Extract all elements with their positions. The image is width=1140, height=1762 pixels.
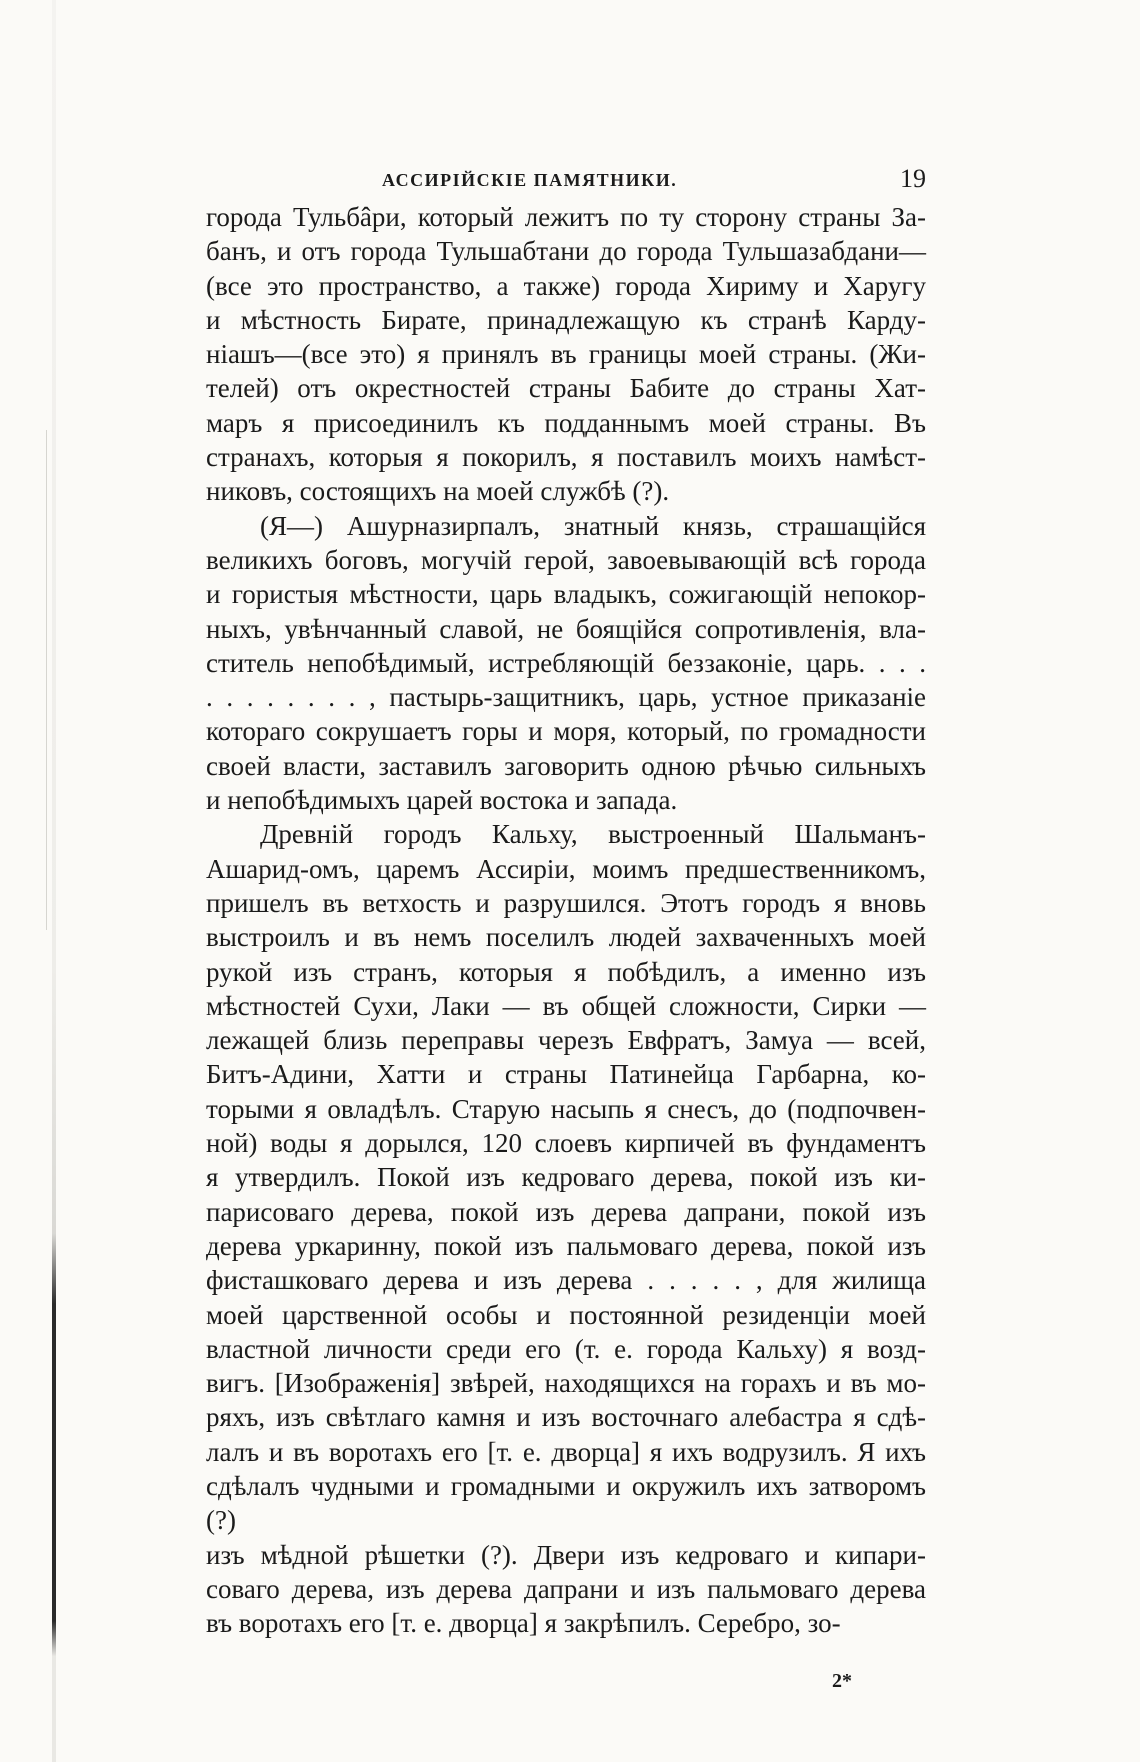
text-line: ніашъ—(все это) я принялъ въ границы моей страны. (Жи- <box>206 339 926 370</box>
text-line: Древній городъ Кальху, выстроенный Шальманъ- <box>260 819 926 850</box>
text-line: мѣстностей Сухи, Лаки — въ общей сложности, Сирки — <box>206 990 926 1021</box>
text-line: телей) отъ окрестностей страны Бабите до страны Хат- <box>206 373 926 404</box>
text-line: вигъ. [Изображенія] звѣрей, находящихся на горахъ и въ мо- <box>206 1368 926 1399</box>
scan-binding-edge <box>52 0 56 1762</box>
text-line: пришелъ въ ветхость и разрушился. Этотъ городъ я вновь <box>206 887 926 918</box>
text-line: моей царственной особы и постоянной резиденціи моей <box>206 1299 926 1330</box>
text-line: властной личности среди его (т. е. города Кальху) я возд- <box>206 1333 926 1364</box>
text-line: выстроилъ и въ немъ поселилъ людей захваченныхъ моей <box>206 922 926 953</box>
text-line: и мѣстность Бирате, принадлежащую къ странѣ Карду- <box>206 304 926 335</box>
text-line: я утвердилъ. Покой изъ кедроваго дерева, покой изъ ки- <box>206 1162 926 1193</box>
paragraph-1 <box>206 200 926 509</box>
text-line: города Тульбâри, который лежитъ по ту сторону страны За- <box>206 202 926 232</box>
paragraph-3 <box>206 817 926 1640</box>
text-line: банъ, и отъ города Тульшабтани до города Тульшазабдани— <box>206 236 926 267</box>
text-line: Битъ-Адини, Хатти и страны Патинейца Гарбарна, ко- <box>206 1059 926 1090</box>
text-line: ряхъ, изъ свѣтлаго камня и изъ восточнаго алебастра я сдѣ- <box>206 1402 926 1433</box>
text-line: маръ я присоединилъ къ подданнымъ моей страны. Въ <box>206 407 926 438</box>
text-line: никовъ, состоящихъ на моей службѣ (?). <box>206 476 670 507</box>
text-line: въ воротахъ его [т. е. дворца] я закрѣпилъ. Серебро, зо- <box>206 1608 841 1639</box>
scan-margin-line <box>46 430 47 930</box>
text-line: Ашарид-омъ, царемъ Ассиріи, моимъ предшественникомъ, <box>206 853 926 884</box>
running-head-title: АССИРІЙСКІЕ ПАМЯТНИКИ. <box>382 170 678 190</box>
body-text <box>206 200 926 1640</box>
text-line: лалъ и въ воротахъ его [т. е. дворца] я ихъ водрузилъ. Я ихъ <box>206 1436 926 1467</box>
text-line: странахъ, которыя я покорилъ, я поставилъ моихъ намѣст- <box>206 442 926 473</box>
text-line: ститель непобѣдимый, истребляющій беззаконіе, царь. . . . <box>206 647 926 678</box>
text-line: дерева уркаринну, покой изъ пальмоваго дерева, покой изъ <box>206 1230 926 1261</box>
running-head <box>206 150 926 200</box>
text-line: великихъ боговъ, могучій герой, завоевывающій всѣ города <box>206 544 926 575</box>
text-line: своей власти, заставилъ заговорить одною рѣчью сильныхъ <box>206 750 926 781</box>
text-line: ныхъ, увѣнчанный славой, не боящійся сопротивленія, вла- <box>206 613 926 644</box>
text-line: сдѣлалъ чудными и громадными и окружилъ ихъ затворомъ (?) <box>206 1470 926 1536</box>
text-line: соваго дерева, изъ дерева дапрани и изъ пальмоваго дерева <box>206 1573 926 1604</box>
text-line: и гористыя мѣстности, царь владыкъ, сожигающій непокор- <box>206 579 926 610</box>
text-line: ной) воды я дорылся, 120 слоевъ кирпичей въ фундаментъ <box>206 1128 926 1159</box>
text-line: парисоваго дерева, покой изъ дерева дапрани, покой изъ <box>206 1196 926 1227</box>
text-line: рукой изъ странъ, которыя я побѣдилъ, а именно изъ <box>206 956 926 987</box>
text-line: фисташковаго дерева и изъ дерева . . . . . , для жилища <box>206 1265 926 1296</box>
text-line: котораго сокрушаетъ горы и моря, который, по громадности <box>206 716 926 747</box>
page-number: 19 <box>900 164 926 193</box>
text-line: изъ мѣдной рѣшетки (?). Двери изъ кедроваго и кипари- <box>206 1539 926 1570</box>
paragraph-2 <box>206 509 926 818</box>
text-line: (все это пространство, а также) города Хириму и Харугу <box>206 270 926 301</box>
text-line: . . . . . . . . , пастырь-защитникъ, царь, устное приказаніе <box>206 682 926 713</box>
signature-mark: 2* <box>832 1670 852 1692</box>
book-page <box>206 150 926 1640</box>
text-line: (Я—) Ашурназирпалъ, знатный князь, страшащійся <box>260 510 926 541</box>
text-line: и непобѣдимыхъ царей востока и запада. <box>206 785 678 816</box>
text-line: торыми я овладѣлъ. Старую насыпь я снесъ, до (подпочвен- <box>206 1093 926 1124</box>
text-line: лежащей близь переправы черезъ Евфратъ, Замуа — всей, <box>206 1025 926 1056</box>
